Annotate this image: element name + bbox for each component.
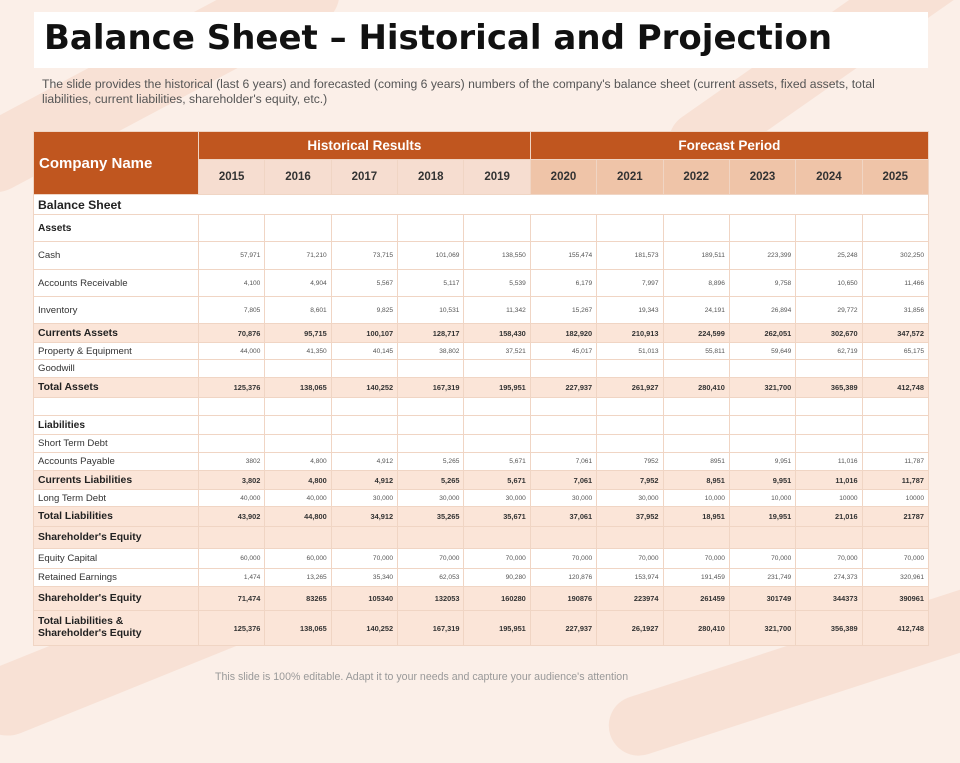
table-cell: 347,572 [862,324,928,343]
table-cell: 70,000 [796,549,862,569]
table-cell: 223,399 [729,242,795,270]
table-row [34,453,929,471]
table-cell: 19,343 [597,297,663,324]
table-cell [729,398,795,416]
table-cell [464,215,530,242]
table-cell [663,527,729,549]
table-cell: 21,016 [796,507,862,527]
table-cell: 321,700 [729,611,795,646]
table-row [34,398,929,416]
table-cell: 210,913 [597,324,663,343]
table-cell [331,360,397,378]
table-cell [331,398,397,416]
table-cell: 15,267 [530,297,596,324]
table-cell: 71,210 [265,242,331,270]
table-cell: 105340 [331,587,397,611]
table-row [34,343,929,360]
table-cell: 10,650 [796,270,862,297]
table-cell: 51,013 [597,343,663,360]
table-cell: 44,800 [265,507,331,527]
table-cell [862,215,928,242]
table-cell: 5,539 [464,270,530,297]
row-label: Currents Assets [34,324,199,343]
table-cell [597,527,663,549]
row-label: Accounts Receivable [34,270,199,297]
row-label: Goodwill [34,360,199,378]
table-cell [597,398,663,416]
table-cell: 302,670 [796,324,862,343]
historical-results-header: Historical Results [199,132,531,160]
table-cell [597,416,663,435]
table-cell: 25,248 [796,242,862,270]
table-cell: 120,876 [530,569,596,587]
table-cell: 5,567 [331,270,397,297]
table-cell: 43,902 [199,507,265,527]
table-cell [796,215,862,242]
table-cell: 70,000 [464,549,530,569]
table-cell [464,527,530,549]
table-cell: 7,997 [597,270,663,297]
year-header: 2017 [331,160,397,195]
table-cell: 10000 [796,490,862,507]
table-cell: 7,061 [530,453,596,471]
table-cell: 57,971 [199,242,265,270]
table-cell: 11,466 [862,270,928,297]
table-cell: 6,179 [530,270,596,297]
table-cell [530,416,596,435]
table-cell: 11,787 [862,453,928,471]
table-cell: 45,017 [530,343,596,360]
table-cell: 262,051 [729,324,795,343]
table-cell: 9,951 [729,471,795,490]
table-cell: 40,145 [331,343,397,360]
table-cell [663,435,729,453]
table-cell [464,360,530,378]
table-cell [199,215,265,242]
table-cell: 227,937 [530,378,596,398]
table-cell: 1,474 [199,569,265,587]
table-cell: 70,000 [729,549,795,569]
table-cell: 138,065 [265,611,331,646]
table-cell: 9,758 [729,270,795,297]
table-cell [265,360,331,378]
table-cell: 167,319 [398,378,464,398]
table-cell: 4,800 [265,453,331,471]
table-cell: 21787 [862,507,928,527]
table-cell: 138,550 [464,242,530,270]
table-cell: 356,389 [796,611,862,646]
table-cell: 30,000 [530,490,596,507]
table-cell [862,527,928,549]
table-row [34,378,929,398]
table-cell [398,435,464,453]
table-cell: 70,000 [530,549,596,569]
table-cell: 101,069 [398,242,464,270]
row-label: Equity Capital [34,549,199,569]
table-cell [398,215,464,242]
table-cell: 40,000 [199,490,265,507]
table-row [34,324,929,343]
table-cell: 231,749 [729,569,795,587]
row-label [34,398,199,416]
table-cell: 224,599 [663,324,729,343]
slide-description: The slide provides the historical (last 6 years) and forecasted (coming 6 years) numbers of the company's balance sheet (current assets, fixed assets, total liabilities, current liabilities, shareholder's equity, etc.) [42,77,875,106]
table-cell: 280,410 [663,378,729,398]
table-cell: 70,876 [199,324,265,343]
table-cell [729,360,795,378]
table-row [34,215,929,242]
table-cell: 41,350 [265,343,331,360]
table-cell: 10000 [862,490,928,507]
table-cell: 11,016 [796,471,862,490]
table-cell: 30,000 [464,490,530,507]
table-cell: 30,000 [331,490,397,507]
table-cell: 100,107 [331,324,397,343]
table-cell: 138,065 [265,378,331,398]
table-cell: 301749 [729,587,795,611]
table-cell: 18,951 [663,507,729,527]
table-cell: 7,805 [199,297,265,324]
table-cell: 7,952 [597,471,663,490]
table-cell [862,360,928,378]
table-cell: 344373 [796,587,862,611]
table-cell: 5,671 [464,471,530,490]
year-header: 2021 [597,160,663,195]
table-cell [265,435,331,453]
table-cell: 189,511 [663,242,729,270]
table-cell: 5,265 [398,471,464,490]
table-cell [398,527,464,549]
row-label: Retained Earnings [34,569,199,587]
table-cell: 8,601 [265,297,331,324]
table-cell: 5,265 [398,453,464,471]
table-cell: 10,000 [729,490,795,507]
year-header: 2019 [464,160,530,195]
table-row [34,270,929,297]
table-cell: 280,410 [663,611,729,646]
table-cell: 71,474 [199,587,265,611]
table-cell [199,416,265,435]
table-cell [265,416,331,435]
company-name-header: Company Name [34,132,199,195]
row-label: Total Assets [34,378,199,398]
table-row [34,416,929,435]
table-cell: 38,802 [398,343,464,360]
table-cell: 274,373 [796,569,862,587]
table-cell: 302,250 [862,242,928,270]
table-cell: 11,342 [464,297,530,324]
table-row [34,527,929,549]
table-cell: 4,912 [331,471,397,490]
table-cell: 30,000 [597,490,663,507]
table-cell [597,435,663,453]
table-cell: 11,016 [796,453,862,471]
table-cell: 181,573 [597,242,663,270]
table-cell: 34,912 [331,507,397,527]
table-cell [331,215,397,242]
row-label: Accounts Payable [34,453,199,471]
table-cell: 70,000 [597,549,663,569]
row-label: Short Term Debt [34,435,199,453]
table-cell: 195,951 [464,378,530,398]
table-cell [530,435,596,453]
table-cell [796,416,862,435]
table-cell: 31,856 [862,297,928,324]
table-cell [796,527,862,549]
table-cell: 365,389 [796,378,862,398]
title-box [34,12,928,68]
table-cell: 261,927 [597,378,663,398]
table-cell: 62,053 [398,569,464,587]
table-cell: 195,951 [464,611,530,646]
year-header: 2022 [663,160,729,195]
table-cell [862,398,928,416]
table-cell [199,360,265,378]
row-label: Inventory [34,297,199,324]
table-body [34,195,929,646]
table-cell [464,398,530,416]
table-cell: 8,951 [663,471,729,490]
table-cell: 10,000 [663,490,729,507]
table-cell: 55,811 [663,343,729,360]
table-cell [663,398,729,416]
table-cell: 19,951 [729,507,795,527]
table-cell: 190876 [530,587,596,611]
table-cell [265,398,331,416]
row-label: Shareholder's Equity [34,587,199,611]
forecast-period-header: Forecast Period [530,132,928,160]
table-cell: 40,000 [265,490,331,507]
table-cell: 62,719 [796,343,862,360]
table-cell [530,398,596,416]
table-cell: 70,000 [331,549,397,569]
table-cell [729,416,795,435]
table-row [34,360,929,378]
table-cell [265,527,331,549]
table-cell: 321,700 [729,378,795,398]
table-cell [663,360,729,378]
table-cell: 9,825 [331,297,397,324]
page-title: Balance Sheet – Historical and Projection [44,18,833,58]
table-cell: 83265 [265,587,331,611]
table-cell: 37,061 [530,507,596,527]
table-cell [331,416,397,435]
table-cell: 3802 [199,453,265,471]
table-cell [729,435,795,453]
year-header: 2025 [862,160,928,195]
table-cell: 44,000 [199,343,265,360]
table-cell: 7952 [597,453,663,471]
table-cell: 90,280 [464,569,530,587]
table-cell: 140,252 [331,378,397,398]
year-header: 2023 [729,160,795,195]
table-cell [862,435,928,453]
table-cell [530,215,596,242]
table-row [34,490,929,507]
table-cell [796,398,862,416]
balance-sheet-table [33,131,929,646]
table-cell: 95,715 [265,324,331,343]
table-row [34,435,929,453]
table-cell: 4,100 [199,270,265,297]
table-cell: 5,671 [464,453,530,471]
row-label: Long Term Debt [34,490,199,507]
table-cell [265,215,331,242]
table-row [34,611,929,646]
table-cell: 9,951 [729,453,795,471]
row-label: Total Liabilities & Shareholder's Equity [34,611,199,646]
row-label: Total Liabilities [34,507,199,527]
row-label: Liabilities [34,416,199,435]
row-label: Assets [34,215,199,242]
table-row [34,297,929,324]
table-cell [331,435,397,453]
table-cell: 10,531 [398,297,464,324]
table-cell: 70,000 [398,549,464,569]
table-cell: 70,000 [862,549,928,569]
footer-note: This slide is 100% editable. Adapt it to your needs and capture your audience's attention [215,671,629,683]
table-cell: 65,175 [862,343,928,360]
table-cell: 4,800 [265,471,331,490]
table-cell: 13,265 [265,569,331,587]
table-header-group-row [34,132,929,160]
table-cell: 73,715 [331,242,397,270]
table-cell: 125,376 [199,611,265,646]
table-cell [729,215,795,242]
table-cell [464,416,530,435]
table-cell: 35,265 [398,507,464,527]
table-cell [398,416,464,435]
table-cell: 160280 [464,587,530,611]
table-cell: 26,1927 [597,611,663,646]
table-cell: 29,772 [796,297,862,324]
row-label: Shareholder's Equity [34,527,199,549]
year-header: 2020 [530,160,596,195]
year-header: 2015 [199,160,265,195]
table-cell: 35,340 [331,569,397,587]
table-cell [796,360,862,378]
table-cell: 223974 [597,587,663,611]
row-label: Balance Sheet [34,195,929,215]
year-header: 2016 [265,160,331,195]
table-row [34,242,929,270]
row-label: Cash [34,242,199,270]
row-label: Property & Equipment [34,343,199,360]
table-cell: 8951 [663,453,729,471]
table-cell: 227,937 [530,611,596,646]
table-cell [530,360,596,378]
table-cell: 8,896 [663,270,729,297]
table-cell: 4,904 [265,270,331,297]
table-cell [199,435,265,453]
table-cell [862,416,928,435]
table-cell [663,215,729,242]
table-cell [199,398,265,416]
year-header: 2018 [398,160,464,195]
table-cell [796,435,862,453]
table-cell [398,398,464,416]
table-cell: 320,961 [862,569,928,587]
table-cell: 125,376 [199,378,265,398]
table-cell: 30,000 [398,490,464,507]
table-cell [199,527,265,549]
table-row [34,569,929,587]
table-cell: 7,061 [530,471,596,490]
table-cell [597,215,663,242]
table-cell: 140,252 [331,611,397,646]
table-cell: 167,319 [398,611,464,646]
table-cell: 4,912 [331,453,397,471]
table-cell: 5,117 [398,270,464,297]
table-cell: 11,787 [862,471,928,490]
row-label: Currents Liabilities [34,471,199,490]
table-cell [663,416,729,435]
table-cell: 26,894 [729,297,795,324]
table-cell [398,360,464,378]
year-header: 2024 [796,160,862,195]
table-cell: 3,802 [199,471,265,490]
table-cell: 37,521 [464,343,530,360]
table-cell: 158,430 [464,324,530,343]
table-row [34,507,929,527]
table-cell: 390961 [862,587,928,611]
table-cell: 128,717 [398,324,464,343]
table-cell: 60,000 [265,549,331,569]
table-row [34,195,929,215]
table-cell [530,527,596,549]
table-cell: 70,000 [663,549,729,569]
table-row [34,587,929,611]
table-cell: 155,474 [530,242,596,270]
table-cell: 35,671 [464,507,530,527]
table-cell: 412,748 [862,611,928,646]
table-cell: 59,649 [729,343,795,360]
table-row [34,549,929,569]
table-cell: 24,191 [663,297,729,324]
table-cell [729,527,795,549]
table-cell [597,360,663,378]
table-cell: 412,748 [862,378,928,398]
table-cell: 37,952 [597,507,663,527]
table-cell: 60,000 [199,549,265,569]
table-row [34,471,929,490]
table-cell [331,527,397,549]
table-cell: 191,459 [663,569,729,587]
table-cell [464,435,530,453]
table-cell: 182,920 [530,324,596,343]
table-cell: 132053 [398,587,464,611]
table-cell: 153,974 [597,569,663,587]
table-cell: 261459 [663,587,729,611]
